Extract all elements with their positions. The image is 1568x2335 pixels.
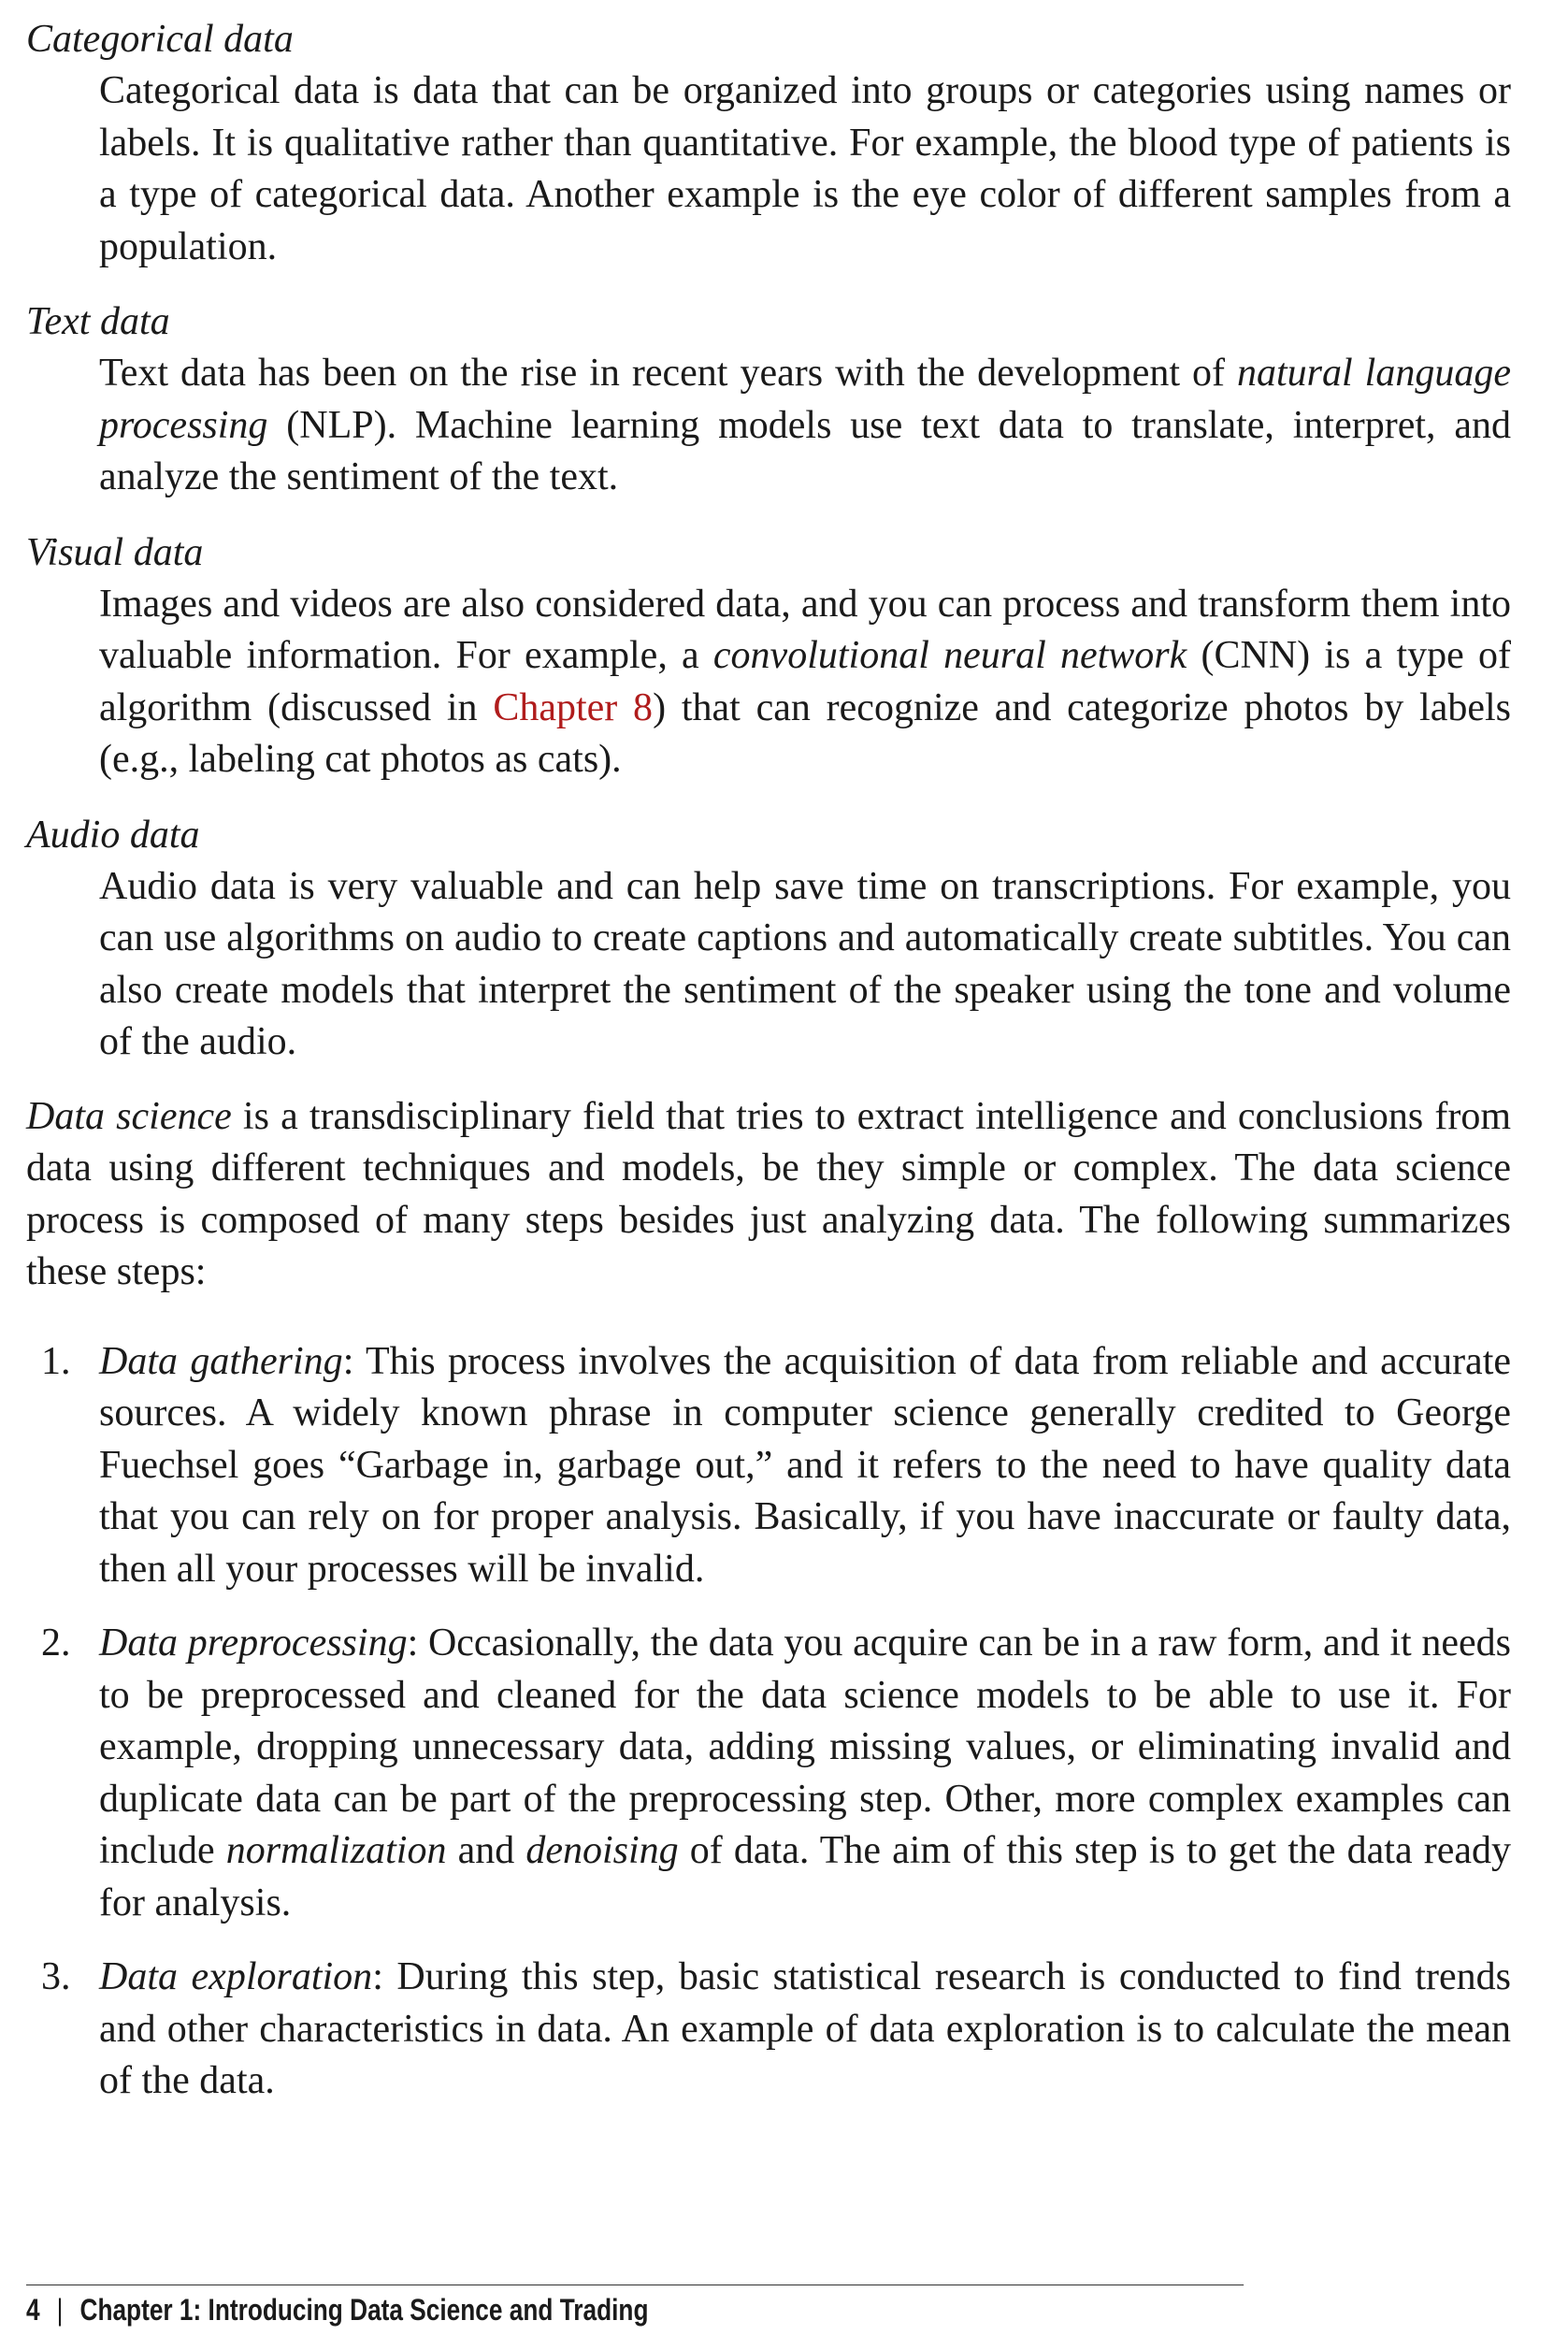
footer-separator: | [56,2293,64,2327]
emphasis-term: denoising [525,1829,679,1872]
term-text-data: Text data [26,300,170,343]
term-audio-data: Audio data [26,813,200,857]
step-text: : This process involves the acquisition of data from reliable and accurate sources. A widely known phrase in computer science generally credited to George Fuechsel goes “Garbage in, garbage out,” and it refers to the need to have quality data that you can rely on for proper analysis. Basically, if you have inaccurate or faulty data, then all your processes will be invalid. [99,1339,1512,1591]
data-types-list [26,13,1511,1069]
step-number: 2. [41,1622,71,1665]
chapter-8-link[interactable]: Chapter 8 [493,685,654,729]
emphasis-term: normalization [225,1829,447,1872]
emphasis-term: Data science [26,1094,232,1138]
step-data-preprocessing [41,1618,1512,1929]
definition-text: (NLP). Machine learning models use text data to translate, interpret, and analyze the sentiment of the text. [99,403,1511,498]
data-science-steps-list [26,1336,1511,2108]
definition-text: (CNN) is a type of algorithm (discussed in [99,634,1511,729]
term-categorical-data: Categorical data [26,18,294,61]
step-text: of data. The aim of this step is to get the data ready for analysis. [99,1829,1512,1924]
definition-visual-data [99,579,1511,786]
step-data-exploration [41,1952,1512,2108]
definition-text: Text data has been on the rise in recent years with the development of [99,352,1237,395]
step-number: 1. [41,1339,71,1383]
term-visual-data: Visual data [26,530,204,574]
step-number: 3. [41,1955,71,1998]
data-science-intro-paragraph [26,1091,1511,1299]
definition-text: ) that can recognize and categorize photos by labels (e.g., labeling cat photos as cats). [99,685,1511,781]
step-text: : Occasionally, the data you acquire can be in a raw form, and it needs to be preprocessed and cleaned for the data science models to be able to use it. For example, dropping unnecessary data, adding missing values, or eliminating invalid and duplicate data can be part of the preprocessing step. Other, more complex examples can include [99,1622,1512,1872]
definition-text: Images and videos are also considered data, and you can process and transform them into valuable information. For example, a [99,582,1511,677]
page-body [26,13,1511,2130]
page-footer [26,2285,1244,2328]
emphasis-term: natural language processing [99,352,1511,447]
definition-text: Categorical data is data that can be organized into groups or categories using names or labels. It is qualitative rather than quantitative. For example, the blood type of patients is a type of categorical data. Another example is the eye color of different samples from a population. [99,69,1511,268]
definition-categorical-data [99,65,1511,273]
paragraph-text: is a transdisciplinary field that tries to extract intelligence and conclusions from data using different techniques and models, be they simple or complex. The data science process is composed of many steps besides just analyzing data. The following summarizes these steps: [26,1094,1511,1293]
step-title: Data gathering [99,1339,343,1383]
step-title: Data exploration [99,1955,373,1998]
step-title: Data preprocessing [99,1622,408,1665]
step-data-gathering [41,1336,1512,1596]
definition-audio-data [99,861,1511,1069]
definition-text: Audio data is very valuable and can help save time on transcriptions. For example, you can use algorithms on audio to create captions and automatically create subtitles. You can also create models that interpret the sentiment of the speaker using the tone and volume of the audio. [99,864,1511,1063]
emphasis-term: convolutional neural network [712,634,1187,677]
page-number: 4 [26,2293,40,2327]
definition-text-data [99,348,1511,504]
running-chapter-title: Chapter 1: Introducing Data Science and Trading [79,2293,649,2327]
step-text: : During this step, basic statistical research is conducted to find trends and other characteristics in data. An example of data exploration is to calculate the mean of the data. [99,1955,1512,2102]
step-text: and [446,1829,526,1872]
